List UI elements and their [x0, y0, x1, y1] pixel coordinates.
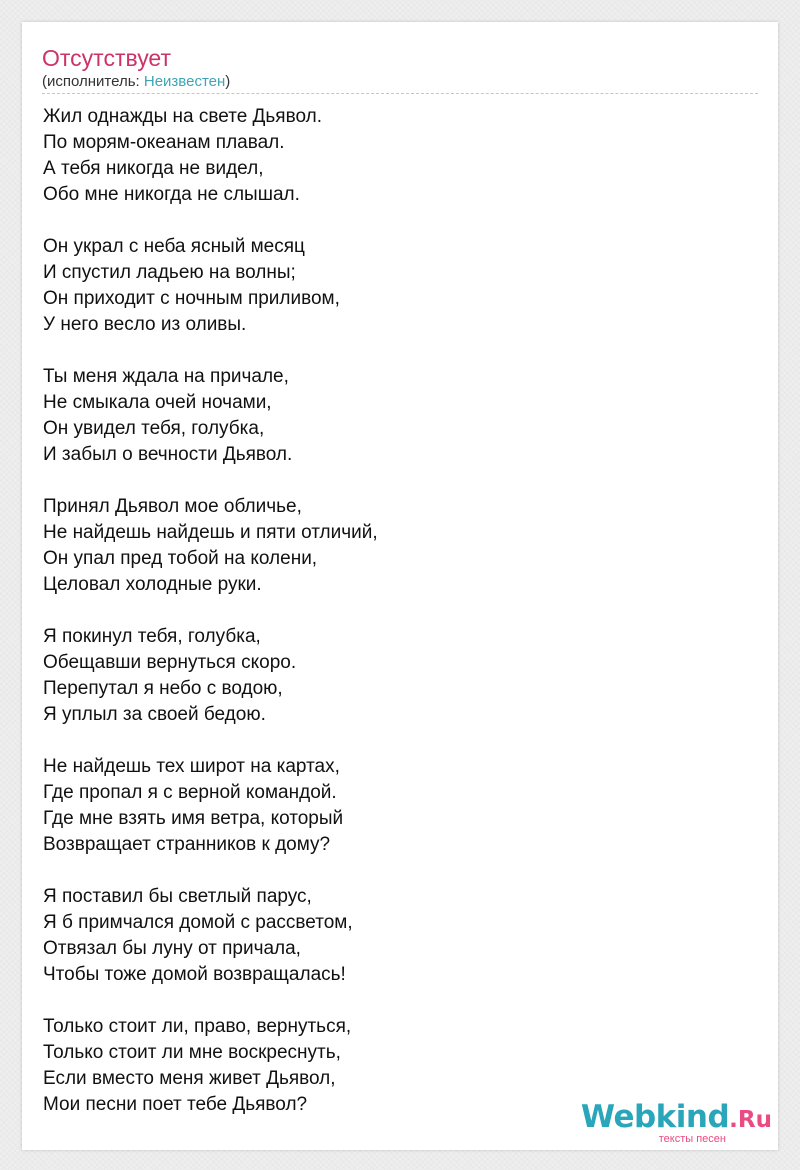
stanza — [43, 754, 743, 858]
brand-name: Webkind — [580, 1099, 730, 1135]
lyric-line: Возвращает странников к дому? — [43, 834, 331, 855]
lyric-line: А тебя никогда не видел, — [43, 158, 264, 179]
song-title: Отсутствует — [42, 45, 171, 71]
lyric-line: Отвязал бы луну от причала, — [43, 938, 301, 959]
stanza — [43, 494, 743, 598]
stanza — [43, 234, 743, 338]
lyric-line: Жил однажды на свете Дьявол. — [43, 106, 322, 127]
lyric-line: И забыл о вечности Дьявол. — [43, 444, 293, 465]
lyric-line: Не найдешь тех широт на картах, — [43, 756, 340, 777]
brand-logo — [581, 1100, 772, 1137]
artist-line — [42, 73, 230, 91]
lyric-line: Он украл с неба ясный месяц — [43, 236, 305, 257]
artist-suffix: ) — [225, 73, 231, 90]
lyric-line: Ты меня ждала на причале, — [43, 366, 289, 387]
lyric-line: Чтобы тоже домой возвращалась! — [43, 964, 346, 985]
title-divider — [42, 93, 758, 94]
lyric-line: Он увидел тебя, голубка, — [43, 418, 265, 439]
lyric-line: Перепутал я небо с водою, — [43, 678, 283, 699]
lyric-line: Не найдешь найдешь и пяти отличий, — [43, 522, 378, 543]
lyric-line: Я б примчался домой с рассветом, — [43, 912, 353, 933]
lyric-line: И спустил ладьею на волны; — [43, 262, 296, 283]
lyrics-card — [22, 22, 778, 1150]
lyric-line: Где мне взять имя ветра, который — [43, 808, 344, 829]
artist-prefix: (исполнитель: — [42, 73, 144, 90]
lyric-line: Он упал пред тобой на колени, — [43, 548, 318, 569]
lyric-line: Я покинул тебя, голубка, — [43, 626, 261, 647]
lyric-line: Я поставил бы светлый парус, — [43, 886, 312, 907]
lyric-line: Если вместо меня живет Дьявол, — [43, 1068, 336, 1089]
lyric-line: Только стоит ли мне воскреснуть, — [43, 1042, 341, 1063]
lyric-line: Обо мне никогда не слышал. — [43, 184, 300, 205]
stanza — [43, 624, 743, 728]
stanza — [43, 884, 743, 988]
lyric-line: Целовал холодные руки. — [43, 574, 262, 595]
lyric-line: Он приходит с ночным приливом, — [43, 288, 340, 309]
site-watermark[interactable] — [572, 1100, 772, 1146]
artist-link[interactable]: Неизвестен — [143, 73, 226, 90]
lyric-line: Я уплыл за своей бедою. — [43, 704, 266, 725]
lyric-line: По морям-океанам плавал. — [43, 132, 285, 153]
lyric-line: Где пропал я с верной командой. — [43, 782, 337, 803]
lyric-line: Принял Дьявол мое обличье, — [43, 496, 302, 517]
brand-tagline: тексты песен — [658, 1133, 726, 1145]
lyric-line: Обещавши вернуться скоро. — [43, 652, 297, 673]
brand-tld: .Ru — [729, 1107, 772, 1133]
stanza — [43, 364, 743, 468]
lyric-line: Не смыкала очей ночами, — [43, 392, 272, 413]
lyric-line: У него весло из оливы. — [43, 314, 247, 335]
lyric-line: Мои песни поет тебе Дьявол? — [43, 1094, 308, 1115]
lyric-line: Только стоит ли, право, вернуться, — [43, 1016, 352, 1037]
stanza — [43, 104, 743, 208]
lyrics-body — [43, 104, 743, 1144]
